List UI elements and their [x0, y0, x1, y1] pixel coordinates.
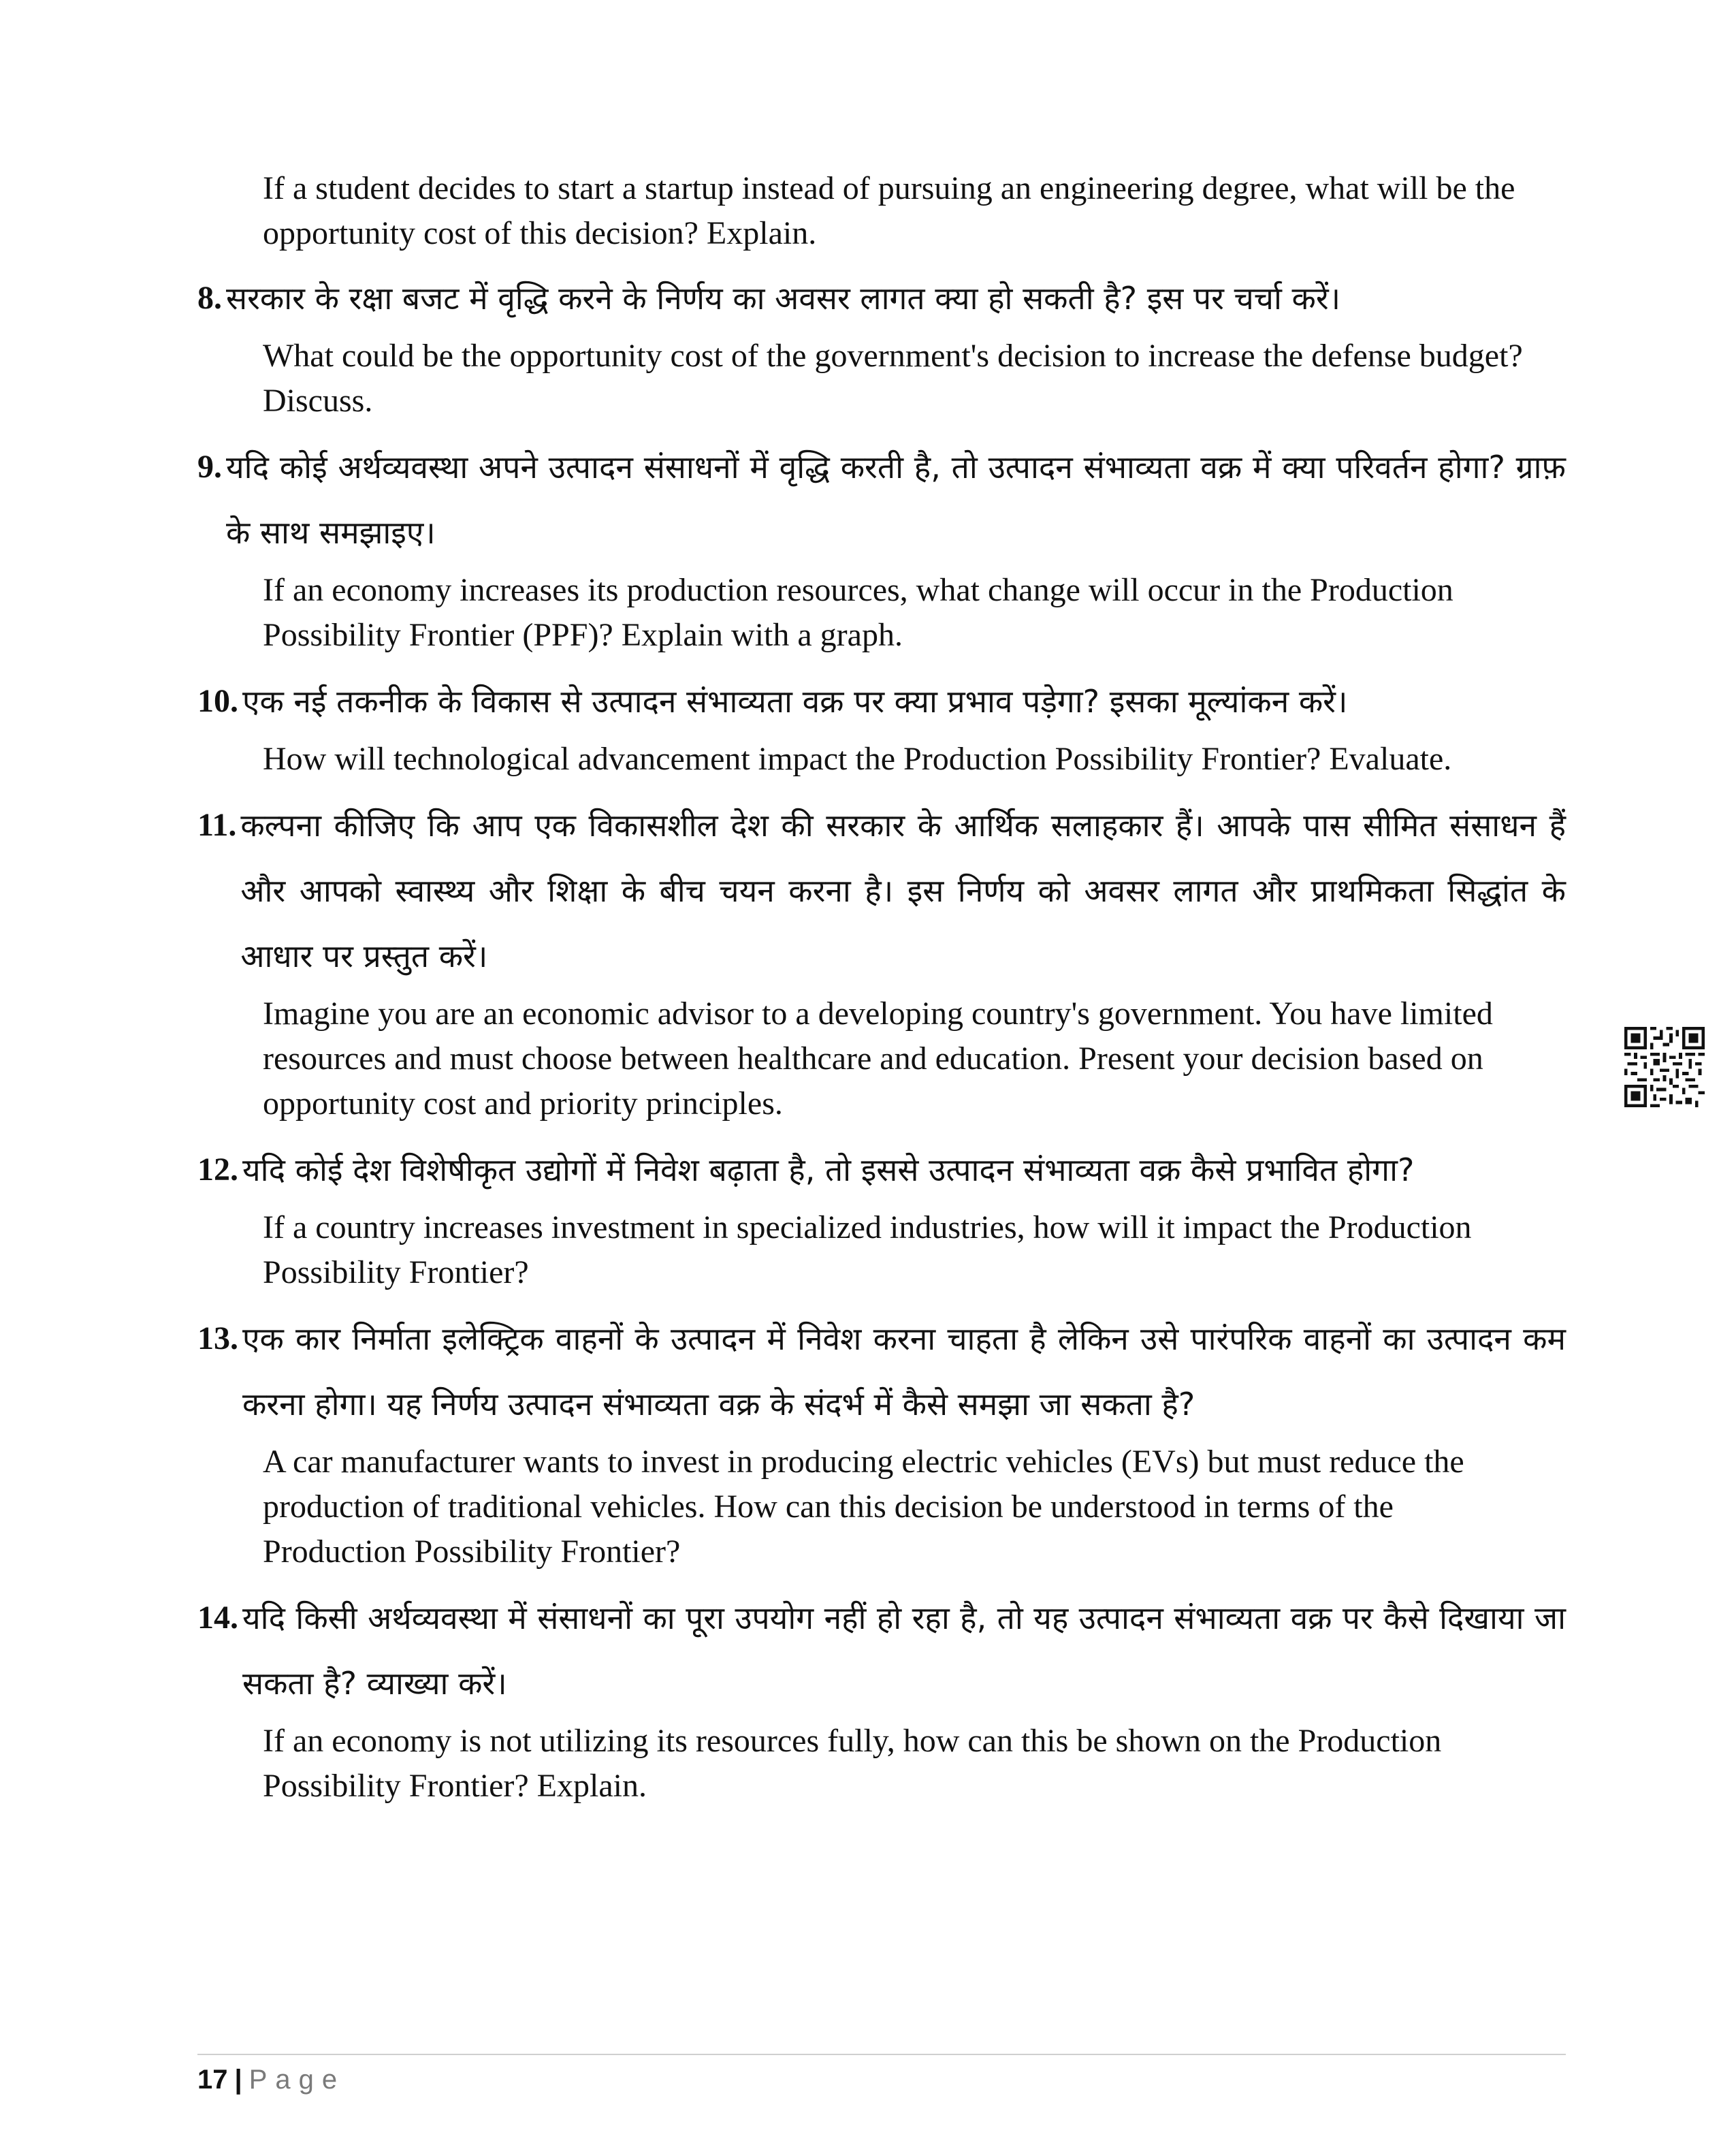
question-hindi: यदि किसी अर्थव्यवस्था में संसाधनों का पूरा उपयोग नहीं हो रहा है, तो यह उत्पादन संभाव्यता वक्र पर कैसे दिखाया जा सकता है? व्याख्या करें।	[242, 1600, 1566, 1702]
question-english: How will technological advancement impact the Production Possibility Frontier? Evaluate.	[263, 741, 1452, 777]
question-14	[197, 1585, 1566, 1809]
question-english: A car manufacturer wants to invest in producing electric vehicles (EVs) but must reduce the production of traditional vehicles. How can this decision be understood in terms of the Production Possibility Frontier?	[263, 1444, 1464, 1570]
question-number: 12.	[197, 1151, 238, 1188]
question-english: Imagine you are an economic advisor to a developing country's government. You have limited resources and must choose between healthcare and education. Present your decision based on opportunity cost and priority principles.	[263, 996, 1493, 1122]
question-list	[197, 133, 1566, 1820]
question-9	[197, 434, 1566, 658]
question-english: If an economy increases its production resources, what change will occur in the Production Possibility Frontier (PPF)? Explain with a graph.	[263, 572, 1453, 653]
question-10	[197, 669, 1566, 782]
question-hindi: यदि कोई अर्थव्यवस्था अपने उत्पादन संसाधनों में वृद्धि करती है, तो उत्पादन संभाव्यता वक्र में क्या परिवर्तन होगा? ग्राफ़ के साथ समझाइए।	[226, 449, 1566, 551]
question-8	[197, 266, 1566, 424]
footer-separator: |	[234, 2065, 242, 2095]
question-hindi: कल्पना कीजिए कि आप एक विकासशील देश की सरकार के आर्थिक सलाहकार हैं। आपके पास सीमित संसाधन हैं और आपको स्वास्थ्य और शिक्षा के बीच चयन करना है। इस निर्णय को अवसर लागत और प्राथमिकता सिद्धांत के आधार पर प्रस्तुत करें।	[240, 807, 1566, 974]
question-number: 9.	[197, 449, 222, 485]
question-english: If an economy is not utilizing its resources fully, how can this be shown on the Production Possibility Frontier? Explain.	[263, 1723, 1442, 1804]
question-number: 14.	[197, 1600, 238, 1636]
question-11	[197, 793, 1566, 1126]
qr-code-icon[interactable]	[1624, 1027, 1705, 1107]
question-english: If a country increases investment in specialized industries, how will it impact the Production Possibility Frontier?	[263, 1209, 1472, 1290]
question-number: 10.	[197, 683, 238, 719]
question-hindi: यदि कोई देश विशेषीकृत उद्योगों में निवेश बढ़ाता है, तो इससे उत्पादन संभाव्यता वक्र कैसे प्रभावित होगा?	[242, 1151, 1415, 1188]
intro-english-text: If a student decides to start a startup instead of pursuing an engineering degree, what will be the opportunity cost of this decision? Explain.	[263, 170, 1515, 251]
question-13	[197, 1306, 1566, 1574]
page-number: 17	[197, 2065, 228, 2095]
page-footer	[197, 2061, 345, 2099]
question-hindi: एक कार निर्माता इलेक्ट्रिक वाहनों के उत्पादन में निवेश करना चाहता है लेकिन उसे पारंपरिक वाहनों का उत्पादन कम करना होगा। यह निर्णय उत्पादन संभाव्यता वक्र के संदर्भ में कैसे समझा जा सकता है?	[242, 1320, 1566, 1423]
question-number: 8.	[197, 280, 222, 316]
question-number: 13.	[197, 1320, 238, 1356]
question-hindi: एक नई तकनीक के विकास से उत्पादन संभाव्यता वक्र पर क्या प्रभाव पड़ेगा? इसका मूल्यांकन करें।	[242, 683, 1348, 720]
page-label: Page	[248, 2065, 346, 2095]
question-12	[197, 1137, 1566, 1295]
footer-divider	[197, 2054, 1566, 2055]
question-number: 11.	[197, 807, 237, 843]
question-english: What could be the opportunity cost of the government's decision to increase the defense budget? Discuss.	[263, 338, 1523, 419]
question-hindi: सरकार के रक्षा बजट में वृद्धि करने के निर्णय का अवसर लागत क्या हो सकती है? इस पर चर्चा करें।	[226, 280, 1341, 317]
